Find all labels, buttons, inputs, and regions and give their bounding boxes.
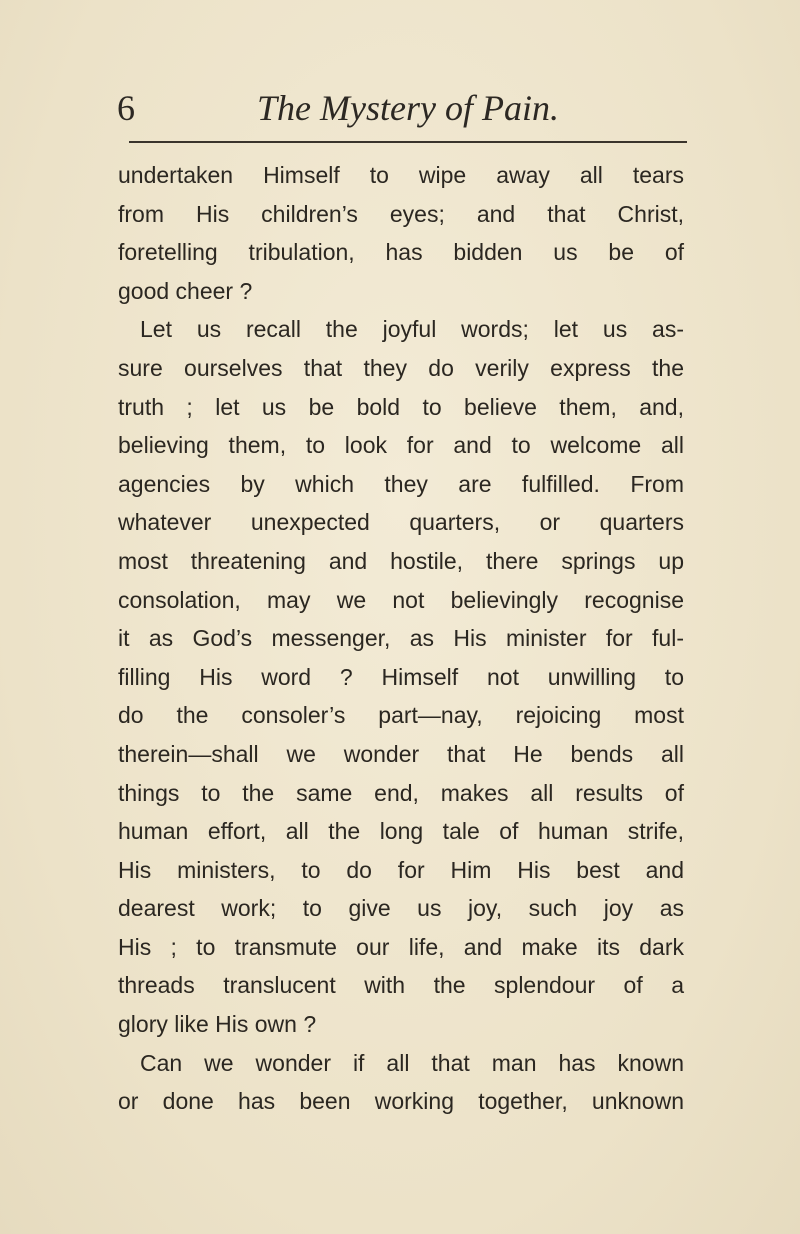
text-line: therein—shall we wonder that He bends all [118, 740, 684, 767]
running-title: The Mystery of Pain. [257, 88, 559, 128]
text-line: Let us recall the joyful words; let us as- [140, 316, 684, 343]
page-number: 6 [117, 88, 135, 128]
text-line: consolation, may we not believingly recognise [118, 586, 684, 613]
text-line: sure ourselves that they do verily express the [118, 354, 684, 381]
text-line: good cheer ? [118, 277, 253, 304]
text-line: truth ; let us be bold to believe them, and, [118, 393, 684, 420]
text-line: things to the same end, makes all results of [118, 779, 684, 806]
text-line: foretelling tribulation, has bidden us be of [118, 239, 684, 266]
text-line: believing them, to look for and to welcome all [118, 432, 684, 459]
text-line: threads translucent with the splendour of a [118, 972, 684, 999]
text-line: His ; to transmute our life, and make its dark [118, 933, 684, 960]
text-line: do the consoler’s part—nay, rejoicing most [118, 702, 684, 729]
body-text [118, 156, 684, 1121]
text-line: glory like His own ? [118, 1011, 317, 1038]
text-line: Can we wonder if all that man has known [140, 1049, 684, 1076]
text-line: dearest work; to give us joy, such joy as [118, 895, 684, 922]
text-line: most threatening and hostile, there springs up [118, 547, 684, 574]
text-line: whatever unexpected quarters, or quarters [118, 509, 684, 536]
text-line: His ministers, to do for Him His best and [118, 856, 684, 883]
text-line: or done has been working together, unknown [118, 1088, 684, 1115]
running-head [115, 74, 687, 134]
header-rule [129, 141, 687, 143]
text-line: agencies by which they are fulfilled. From [118, 470, 684, 497]
text-line: undertaken Himself to wipe away all tears [118, 162, 684, 188]
text-line: human effort, all the long tale of human strife, [118, 818, 684, 845]
text-line: filling His word ? Himself not unwilling to [118, 663, 684, 690]
text-line: it as God’s messenger, as His minister for ful- [118, 625, 684, 652]
text-line: from His children’s eyes; and that Christ, [118, 200, 684, 227]
